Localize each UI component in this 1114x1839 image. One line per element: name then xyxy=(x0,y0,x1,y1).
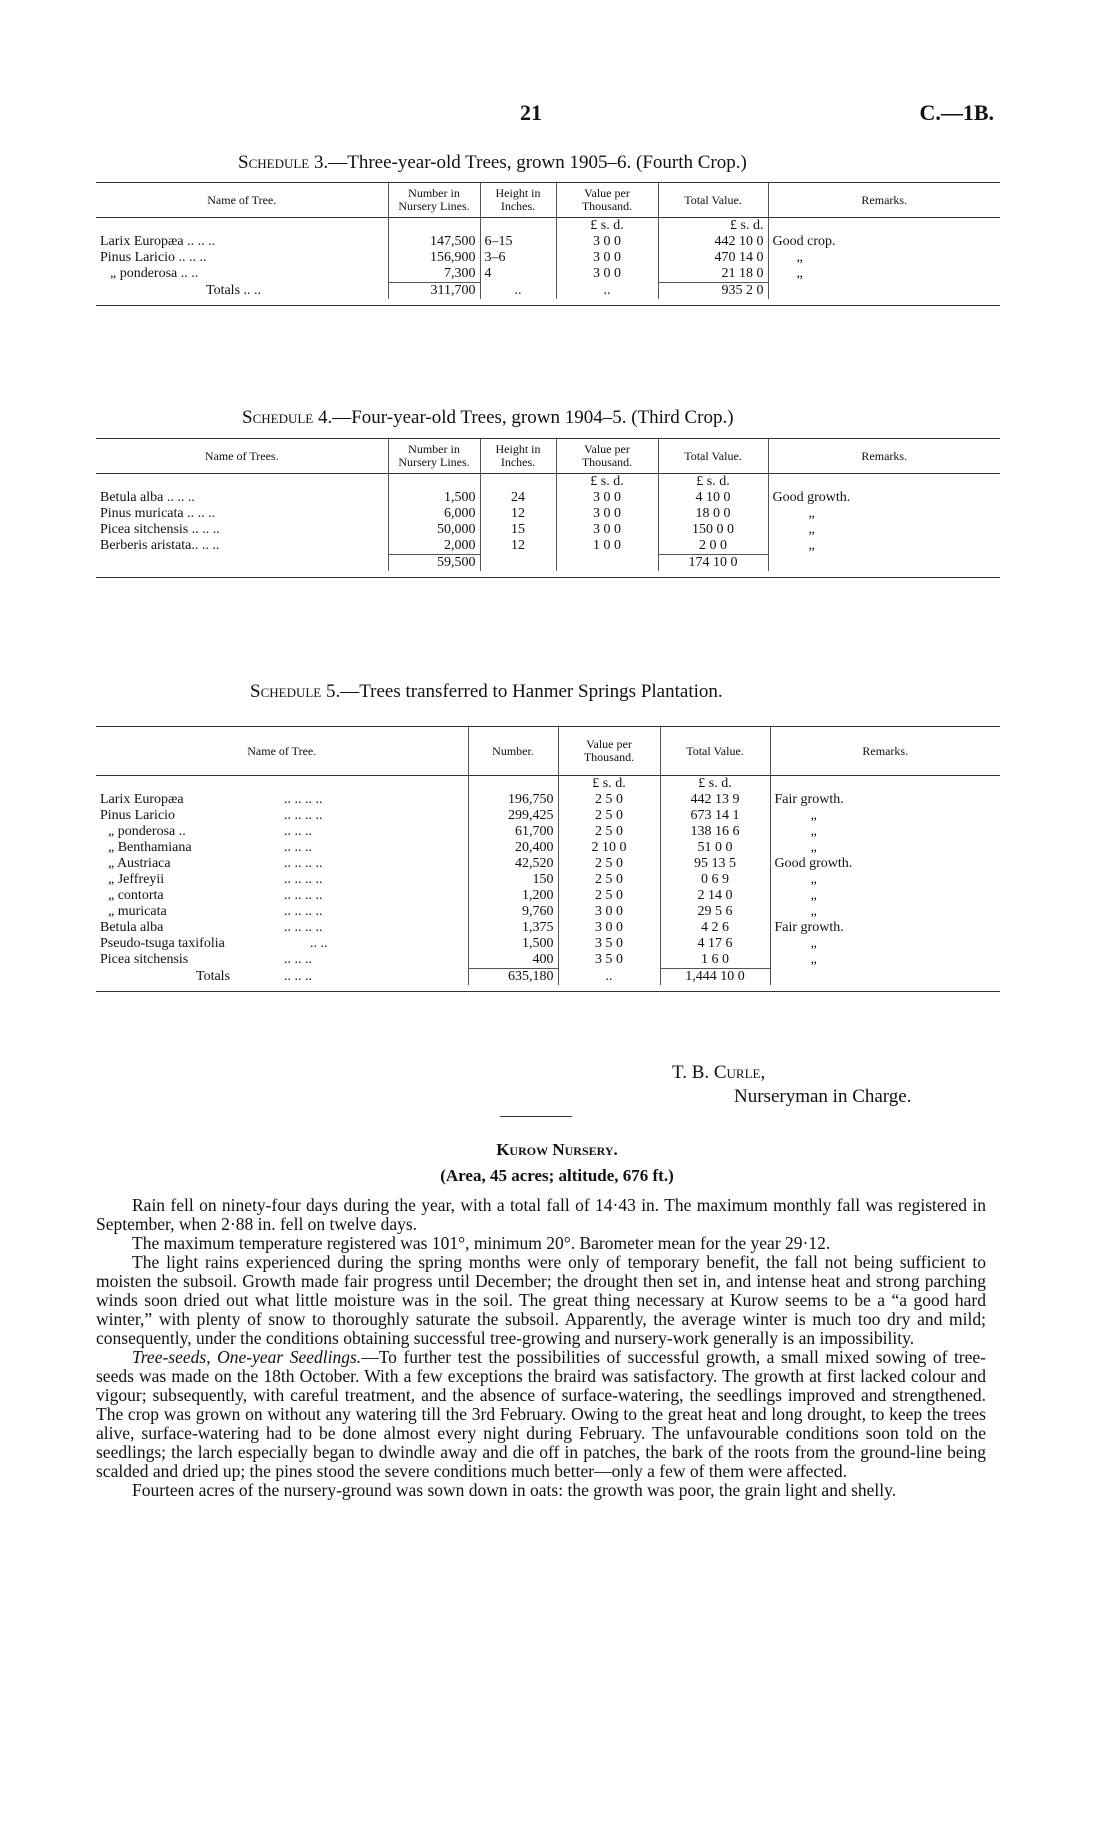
col-header-number: Number in Nursery Lines. xyxy=(388,439,480,474)
signature-name: T. B. Curle, xyxy=(672,1062,766,1083)
paragraph: The light rains experienced during the spring months were only of temporary benefit, the fall not being sufficient to moisten the subsoil. Growth made fair progress until December; the drought then set in, and intense heat and strong parching winds soon dried out what little moisture was in the soil. The great thing necessary at Kurow seems to be a “a good hard winter,” with plenty of snow to thoroughly saturate the subsoil. Apparently, the average winter is much too dry and mild; consequently, under the conditions obtaining successful tree-growing and nursery-work generally is an impossibility. xyxy=(96,1252,986,1348)
col-header-remarks: Remarks. xyxy=(770,727,1000,776)
col-header-remarks: Remarks. xyxy=(768,439,1000,474)
schedule-3-title xyxy=(238,152,747,174)
section-heading: Kurow Nursery. xyxy=(496,1140,618,1159)
unit-label: £ s. d. xyxy=(556,474,658,491)
section-body xyxy=(96,1196,986,1500)
schedule-label: Schedule xyxy=(250,681,322,702)
table-row: „ Benthamiana .. .. .. 20,400 2 10 0 51 0 0 „ xyxy=(96,840,1000,856)
unit-label: £ s. d. xyxy=(658,218,768,235)
schedule-4-caption: 4.—Four-year-old Trees, grown 1904–5. (Third Crop.) xyxy=(313,407,734,428)
table-row: „ Jeffreyii .. .. .. .. 150 2 5 0 0 6 9 „ xyxy=(96,872,1000,888)
table-row: Berberis aristata.. .. .. 2,000 12 1 0 0 2 0 0 „ xyxy=(96,538,1000,555)
totals-row: Totals .. .. .. 635,180 .. 1,444 10 0 xyxy=(96,969,1000,986)
schedule-label: Schedule xyxy=(238,152,310,173)
table-row: Pinus muricata .. .. .. 6,000 12 3 0 0 18 0 0 „ xyxy=(96,506,1000,522)
paragraph-lead: Tree-seeds, One-year Seedlings. xyxy=(132,1347,362,1367)
table-row: „ ponderosa .. .. 7,300 4 3 0 0 21 18 0 „ xyxy=(96,266,1000,283)
col-header-remarks: Remarks. xyxy=(768,183,1000,218)
col-header-number: Number in Nursery Lines. xyxy=(388,183,480,218)
schedule-4-table xyxy=(96,438,1000,578)
col-header-total: Total Value. xyxy=(658,183,768,218)
unit-label: £ s. d. xyxy=(556,218,658,235)
paragraph: Fourteen acres of the nursery-ground was sown down in oats: the growth was poor, the grain light and shelly. xyxy=(132,1480,897,1500)
paragraph: Rain fell on ninety-four days during the year, with a total fall of 14·43 in. The maximum monthly fall was registered in September, when 2·88 in. fell on twelve days. xyxy=(96,1195,986,1234)
table-row: „ muricata .. .. .. .. 9,760 3 0 0 29 5 6 „ xyxy=(96,904,1000,920)
table-row: Betula alba .. .. .. .. 1,375 3 0 0 4 2 6 Fair growth. xyxy=(96,920,1000,936)
unit-label: £ s. d. xyxy=(658,474,768,491)
table-row: „ Austriaca .. .. .. .. 42,520 2 5 0 95 13 5 Good growth. xyxy=(96,856,1000,872)
paragraph: The maximum temperature registered was 101°, minimum 20°. Barometer mean for the year 29·12. xyxy=(132,1233,831,1253)
signature-title: Nurseryman in Charge. xyxy=(734,1086,912,1107)
schedule-5-title xyxy=(250,681,723,703)
table-row: Larix Europæa .. .. .. 147,500 6–15 3 0 0 442 10 0 Good crop. xyxy=(96,234,1000,250)
table-row: Picea sitchensis .. .. .. 50,000 15 3 0 0 150 0 0 „ xyxy=(96,522,1000,538)
col-header-value: Value per Thousand. xyxy=(556,439,658,474)
table-row: Picea sitchensis .. .. .. 400 3 5 0 1 6 0 „ xyxy=(96,952,1000,969)
col-header-number: Number. xyxy=(468,727,558,776)
unit-label: £ s. d. xyxy=(660,776,770,793)
table-row: Pinus Laricio .. .. .. .. 299,425 2 5 0 673 14 1 „ xyxy=(96,808,1000,824)
section-divider xyxy=(500,1116,572,1117)
document-reference: C.—1B. xyxy=(919,100,994,125)
col-header-name: Name of Tree. xyxy=(96,183,388,218)
col-header-height: Height in Inches. xyxy=(480,439,556,474)
table-row: Larix Europæa .. .. .. .. 196,750 2 5 0 442 13 9 Fair growth. xyxy=(96,792,1000,808)
totals-row: Totals .. .. 311,700 .. .. 935 2 0 xyxy=(96,283,1000,300)
schedule-5-caption: 5.—Trees transferred to Hanmer Springs Plantation. xyxy=(321,681,723,702)
schedule-3-caption: 3.—Three-year-old Trees, grown 1905–6. (Fourth Crop.) xyxy=(309,152,747,173)
schedule-label: Schedule xyxy=(242,407,314,428)
col-header-name: Name of Trees. xyxy=(96,439,388,474)
table-row: Betula alba .. .. .. 1,500 24 3 0 0 4 10 0 Good growth. xyxy=(96,490,1000,506)
section-subheading: (Area, 45 acres; altitude, 676 ft.) xyxy=(440,1166,674,1185)
table-row: Pinus Laricio .. .. .. 156,900 3–6 3 0 0 470 14 0 „ xyxy=(96,250,1000,266)
col-header-total: Total Value. xyxy=(658,439,768,474)
page-number: 21 xyxy=(520,100,542,125)
schedule-3-table xyxy=(96,182,1000,306)
schedule-4-title xyxy=(242,407,734,429)
table-row: „ ponderosa .. .. .. .. 61,700 2 5 0 138 16 6 „ xyxy=(96,824,1000,840)
unit-label: £ s. d. xyxy=(558,776,660,793)
col-header-total: Total Value. xyxy=(660,727,770,776)
schedule-5-table xyxy=(96,726,1000,992)
col-header-height: Height in Inches. xyxy=(480,183,556,218)
col-header-value: Value per Thousand. xyxy=(556,183,658,218)
totals-row: 59,500 174 10 0 xyxy=(96,555,1000,572)
paragraph: Tree-seeds, One-year Seedlings.—To further test the possibilities of successful growth, a small mixed sowing of tree-seeds was made on the 18th October. With a few exceptions the braird was satisfactory. The growth at first lacked colour and vigour; subsequently, with careful treatment, and the absence of surface-watering, the seedlings improved and strengthened. The crop was grown on without any watering till the 3rd February. Owing to the great heat and long drought, to keep the trees alive, surface-watering had to be done almost every night during February. The unfavourable conditions soon told on the seedlings; the larch especially began to dwindle away and die off in patches, the bark of the roots from the ground-line being scalded and dried up; the pines stood the severe conditions much better—only a few of them were affected. xyxy=(96,1347,986,1481)
col-header-value: Value per Thousand. xyxy=(558,727,660,776)
table-row: „ contorta .. .. .. .. 1,200 2 5 0 2 14 0 „ xyxy=(96,888,1000,904)
col-header-name: Name of Tree. xyxy=(96,727,468,776)
table-row: Pseudo-tsuga taxifolia .. .. 1,500 3 5 0 4 17 6 „ xyxy=(96,936,1000,952)
